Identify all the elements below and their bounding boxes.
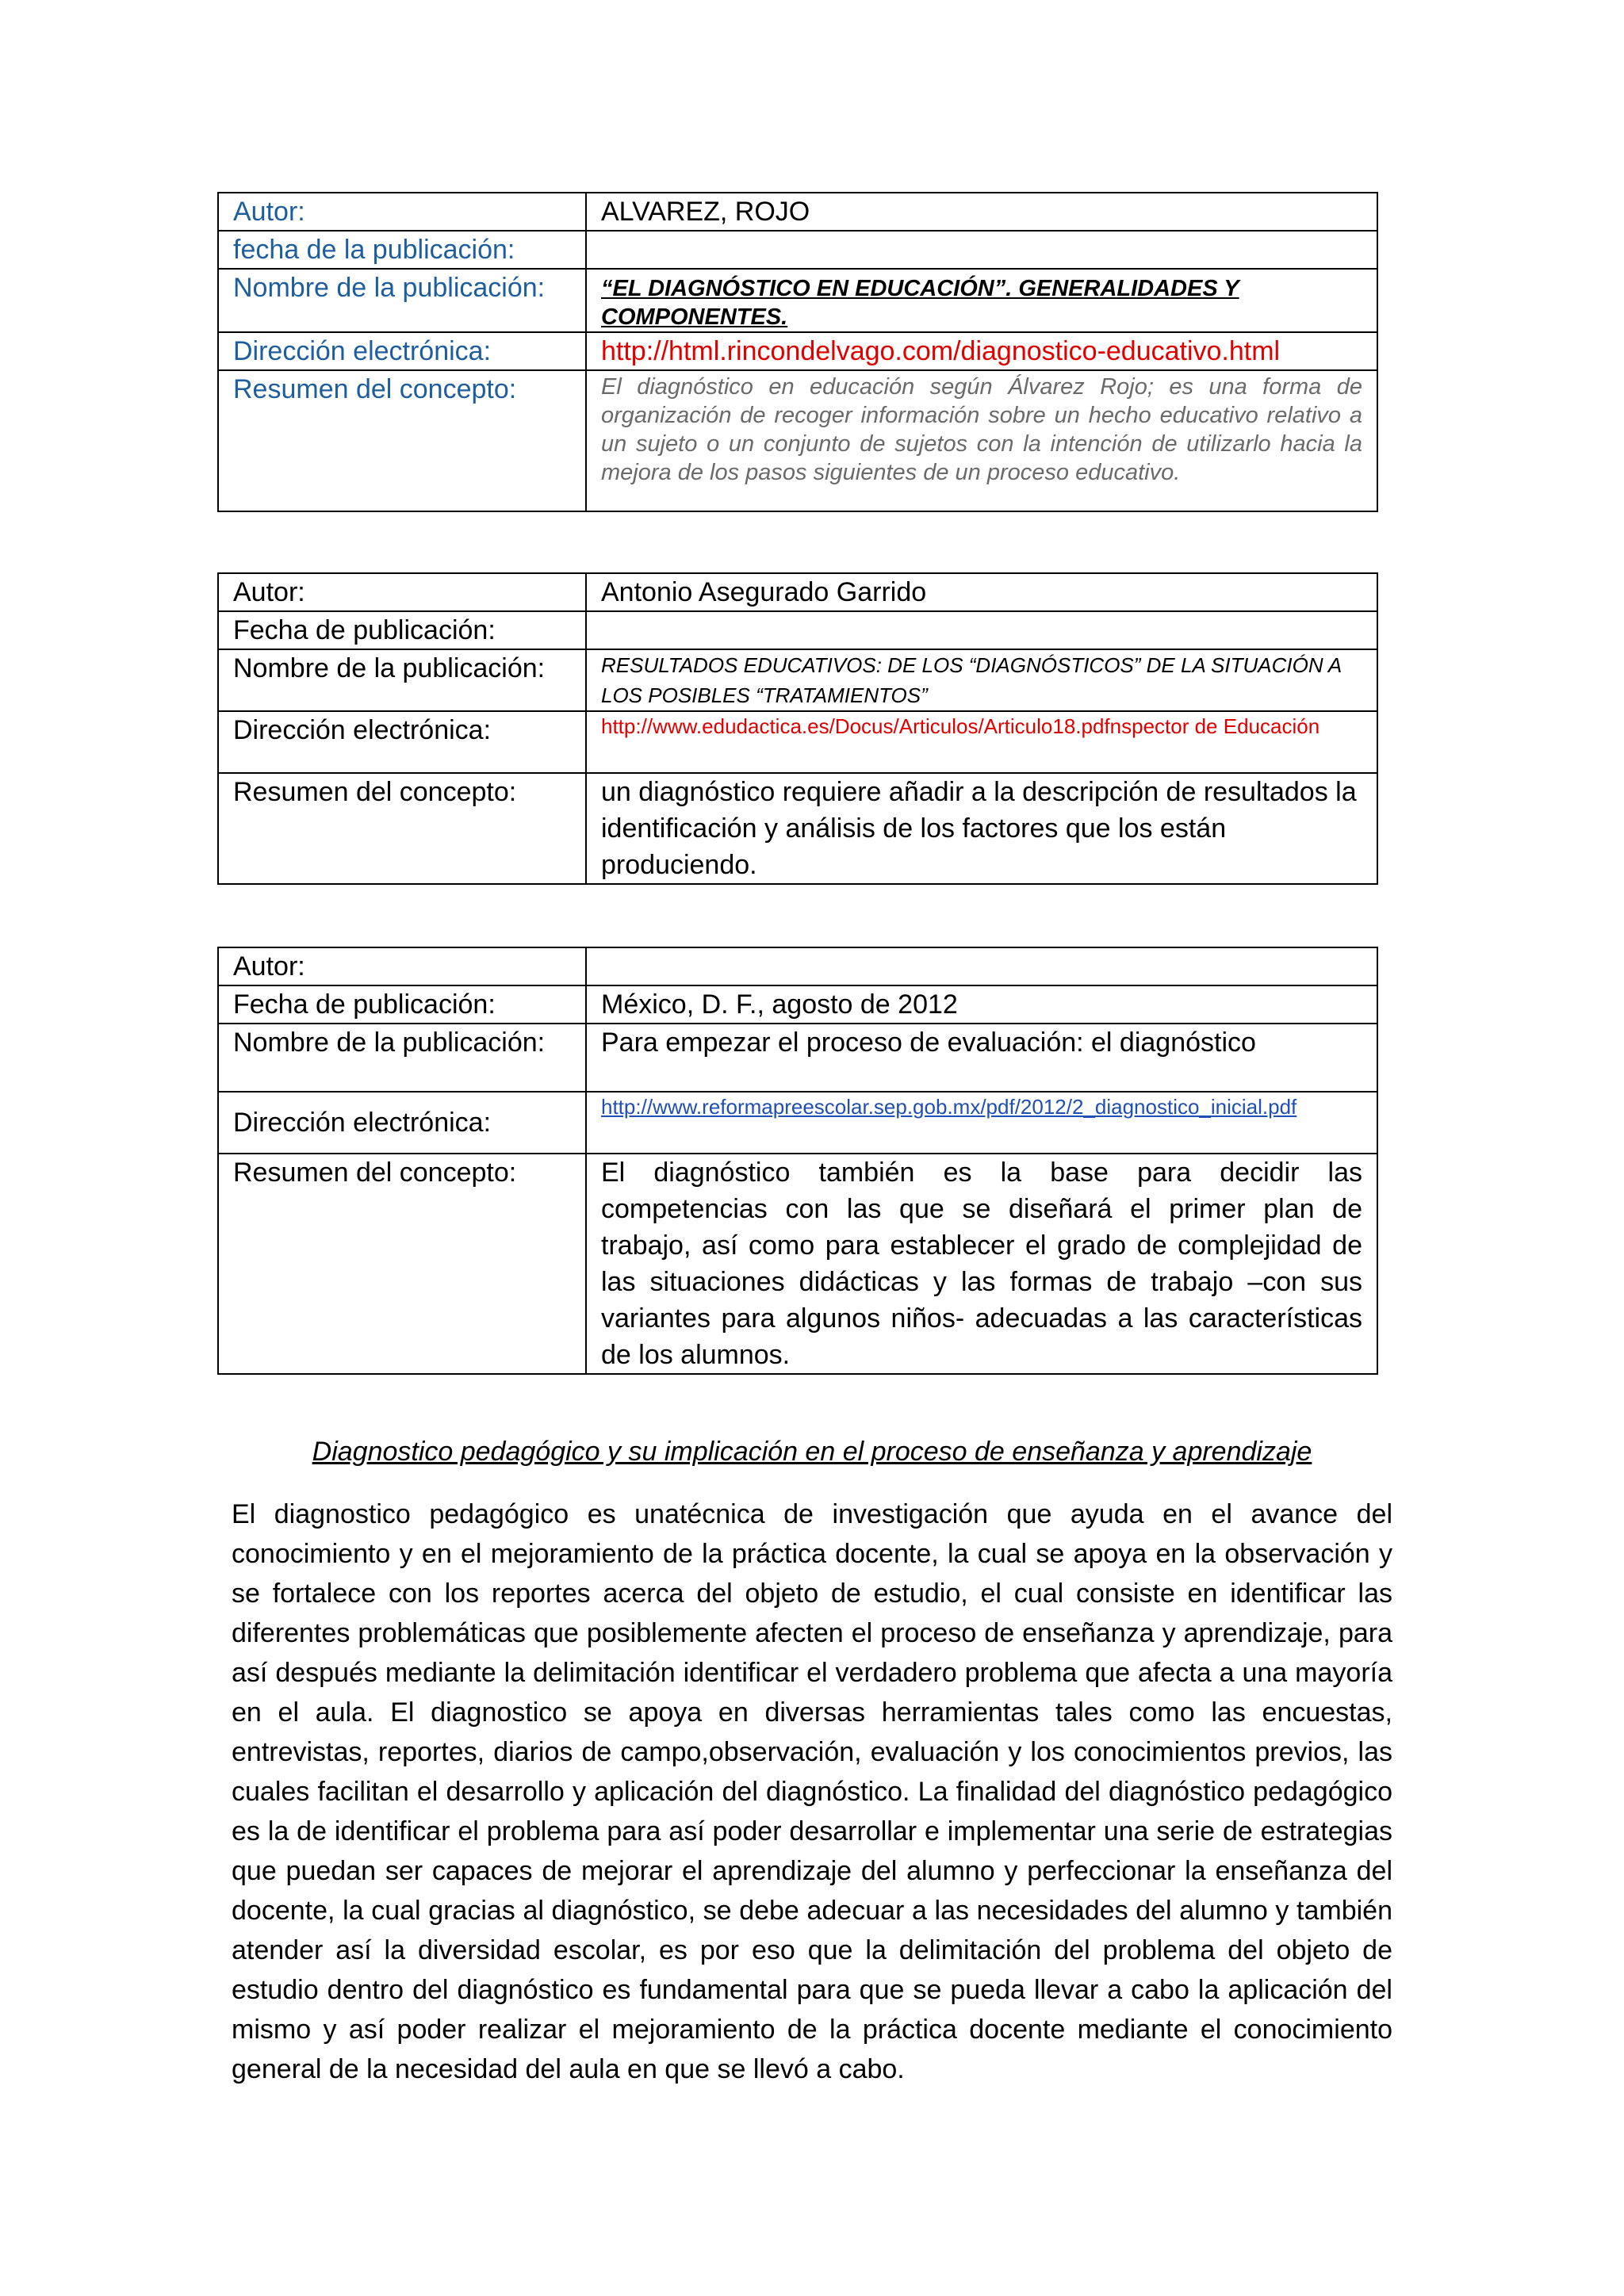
publication-name-value: RESULTADOS EDUCATIVOS: DE LOS “DIAGNÓSTICOS” DE LA SITUACIÓN A LOS POSIBLES “TRATAMIENTOS” bbox=[601, 653, 1342, 707]
author-value: Antonio Asegurado Garrido bbox=[586, 573, 1377, 611]
web-address-label: Dirección electrónica: bbox=[218, 1092, 586, 1154]
web-address-link[interactable]: http://www.reformapreescolar.sep.gob.mx/pdf/2012/2_diagnostico_inicial.pdf bbox=[601, 1095, 1297, 1119]
summary-label: Resumen del concepto: bbox=[218, 370, 586, 511]
web-address-value[interactable]: http://html.rincondelvago.com/diagnostico-educativo.html bbox=[586, 332, 1377, 370]
publication-name-value: Para empezar el proceso de evaluación: el diagnóstico bbox=[586, 1024, 1377, 1092]
summary-label: Resumen del concepto: bbox=[218, 1154, 586, 1374]
author-value bbox=[586, 947, 1377, 985]
section-heading: Diagnostico pedagógico y su implicación en el proceso de enseñanza y aprendizaje bbox=[312, 1437, 1312, 1467]
author-label: Autor: bbox=[218, 573, 586, 611]
reference-table-1 bbox=[217, 192, 1378, 512]
summary-value: un diagnóstico requiere añadir a la descripción de resultados la identificación y análisis de los factores que los están produciendo. bbox=[586, 773, 1377, 884]
author-label: Autor: bbox=[218, 193, 586, 231]
summary-value: El diagnóstico en educación según Álvarez Rojo; es una forma de organización de recoger información sobre un hecho educativo relativo a un sujeto o un conjunto de sujetos con la intención de utilizarlo hacia la mejora de los pasos siguientes de un proceso educativo. bbox=[601, 374, 1362, 485]
author-value: ALVAREZ, ROJO bbox=[586, 193, 1377, 231]
body-paragraph: El diagnostico pedagógico es unatécnica de investigación que ayuda en el avance del conocimiento y en el mejoramiento de la práctica docente, la cual se apoya en la observación y se fortalece con los reportes acerca del objeto de estudio, el cual consiste en identificar las diferentes problemáticas que posiblemente afecten el proceso de enseñanza y aprendizaje, para así después mediante la delimitación identificar el verdadero problema que afecta a una mayoría en el aula. El diagnostico se apoya en diversas herramientas tales como las encuestas, entrevistas, reportes, diarios de campo,observación, evaluación y los conocimientos previos, las cuales facilitan el desarrollo y aplicación del diagnóstico. La finalidad del diagnóstico pedagógico es la de identificar el problema para así poder desarrollar e implementar una serie de estrategias que puedan ser capaces de mejorar el aprendizaje del alumno y perfeccionar la enseñanza del docente, la cual gracias al diagnóstico, se debe adecuar a las necesidades del alumno y también atender así la diversidad escolar, es por eso que la delimitación del problema del objeto de estudio dentro del diagnóstico es fundamental para que se pueda llevar a cabo la aplicación del mismo y así poder realizar el mejoramiento de la práctica docente mediante el conocimiento general de la necesidad del aula en que se llevó a cabo. bbox=[232, 1499, 1392, 2084]
reference-table-3 bbox=[217, 947, 1378, 1375]
reference-table-2 bbox=[217, 572, 1378, 885]
publication-name-label: Nombre de la publicación: bbox=[218, 269, 586, 332]
author-label: Autor: bbox=[218, 947, 586, 985]
summary-value: El diagnóstico también es la base para decidir las competencias con las que se diseñará el primer plan de trabajo, así como para establecer el grado de complejidad de las situaciones didácticas y las formas de trabajo –con sus variantes para algunos niños- adecuadas a las características de los alumnos. bbox=[586, 1154, 1377, 1374]
date-label: fecha de la publicación: bbox=[218, 231, 586, 269]
date-value bbox=[586, 611, 1377, 649]
date-value bbox=[586, 231, 1377, 269]
date-label: Fecha de publicación: bbox=[218, 985, 586, 1024]
date-label: Fecha de publicación: bbox=[218, 611, 586, 649]
publication-name-value: “EL DIAGNÓSTICO EN EDUCACIÓN”. GENERALIDADES Y COMPONENTES. bbox=[601, 276, 1239, 330]
summary-label: Resumen del concepto: bbox=[218, 773, 586, 884]
web-address-value[interactable]: http://www.edudactica.es/Docus/Articulos/Articulo18.pdfnspector de Educación bbox=[601, 714, 1320, 738]
web-address-label: Dirección electrónica: bbox=[218, 711, 586, 773]
web-address-label: Dirección electrónica: bbox=[218, 332, 586, 370]
date-value: México, D. F., agosto de 2012 bbox=[586, 985, 1377, 1024]
publication-name-label: Nombre de la publicación: bbox=[218, 1024, 586, 1092]
publication-name-label: Nombre de la publicación: bbox=[218, 649, 586, 711]
